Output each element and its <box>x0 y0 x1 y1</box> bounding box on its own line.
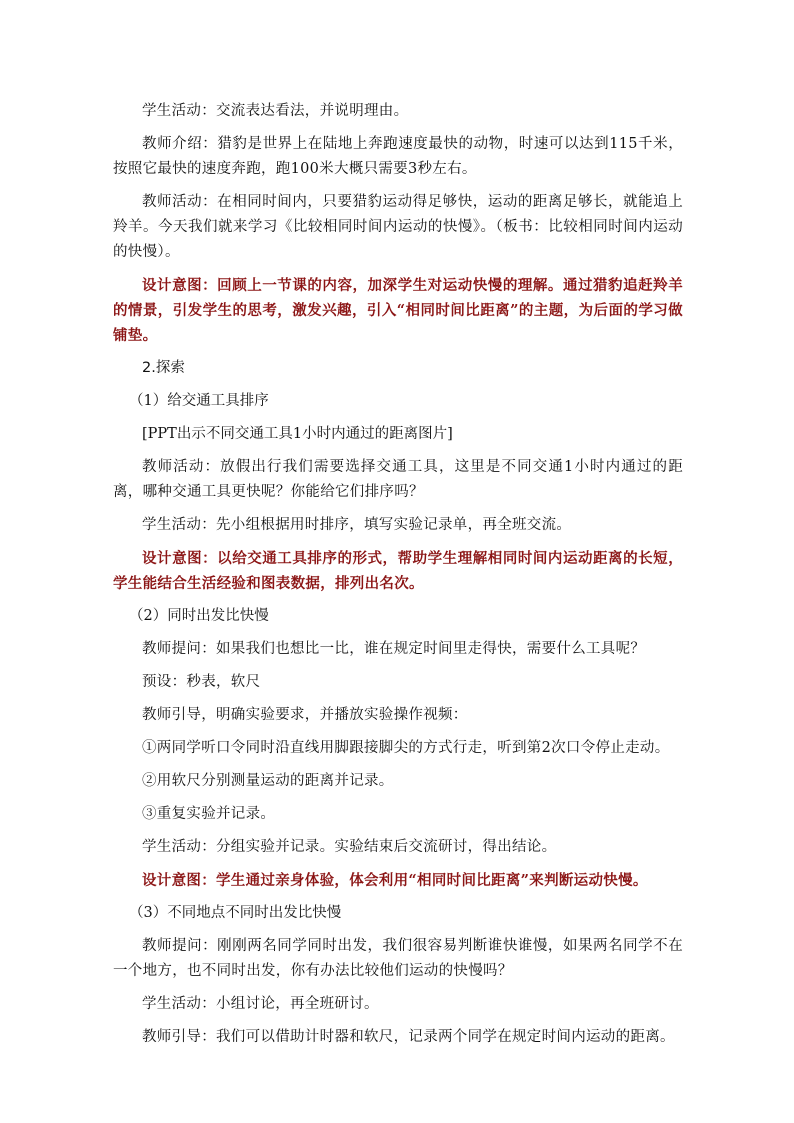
paragraph: 教师活动：放假出行我们需要选择交通工具，这里是不同交通1小时内通过的距离，哪种交通工具更快呢？你能给它们排序吗？ <box>113 459 683 500</box>
paragraph: 学生活动：分组实验并记录。实验结束后交流研讨，得出结论。 <box>142 839 557 855</box>
paragraph: 教师提问：如果我们也想比一比，谁在规定时间里走得快，需要什么工具呢？ <box>142 641 646 657</box>
subsection-heading: （1）给交通工具排序 <box>129 393 269 409</box>
paragraph: 学生活动：先小组根据用时排序，填写实验记录单，再全班交流。 <box>142 517 572 533</box>
paragraph: 学生活动：小组讨论，再全班研讨。 <box>142 996 379 1012</box>
document-body <box>113 99 683 1058</box>
ppt-note: [PPT出示不同交通工具1小时内通过的距离图片] <box>142 426 453 442</box>
subsection-heading: （2）同时出发比快慢 <box>129 608 269 624</box>
paragraph: 教师活动：在相同时间内，只要猎豹运动得足够快，运动的距离足够长，就能追上羚羊。今天我们就来学习《比较相同时间内运动的快慢》。（板书：比较相同时间内运动的快慢）。 <box>113 194 683 260</box>
paragraph: 预设：秒表，软尺 <box>142 674 261 690</box>
paragraph: 教师引导，明确实验要求，并播放实验操作视频： <box>142 707 468 723</box>
design-intent-paragraph: 设计意图：学生通过亲身体验，体会利用“相同时间比距离”来判断运动快慢。 <box>142 872 648 889</box>
list-item: ①两同学听口令同时沿直线用脚跟接脚尖的方式行走，听到第2次口令停止走动。 <box>142 740 670 756</box>
subsection-heading: （3）不同地点不同时出发比快慢 <box>129 905 342 921</box>
paragraph: 教师引导：我们可以借助计时器和软尺，记录两个同学在规定时间内运动的距离。 <box>142 1029 675 1045</box>
paragraph: 学生活动：交流表达看法，并说明理由。 <box>142 103 409 119</box>
section-heading: 2.探索 <box>142 360 185 376</box>
design-intent-paragraph: 设计意图：以给交通工具排序的形式，帮助学生理解相同时间内运动距离的长短，学生能结合生活经验和图表数据，排列出名次。 <box>113 550 683 592</box>
paragraph: 教师介绍：猎豹是世界上在陆地上奔跑速度最快的动物，时速可以达到115千米，按照它最快的速度奔跑，跑100米大概只需要3秒左右。 <box>113 136 683 177</box>
design-intent-paragraph: 设计意图：回顾上一节课的内容，加深学生对运动快慢的理解。通过猎豹追赶羚羊的情景，引发学生的思考，激发兴趣，引入“相同时间比距离”的主题，为后面的学习做铺垫。 <box>113 277 683 344</box>
list-item: ③重复实验并记录。 <box>142 806 276 822</box>
list-item: ②用软尺分别测量运动的距离并记录。 <box>142 773 394 789</box>
paragraph: 教师提问：刚刚两名同学同时出发，我们很容易判断谁快谁慢，如果两名同学不在一个地方，也不同时出发，你有办法比较他们运动的快慢吗？ <box>113 938 683 979</box>
